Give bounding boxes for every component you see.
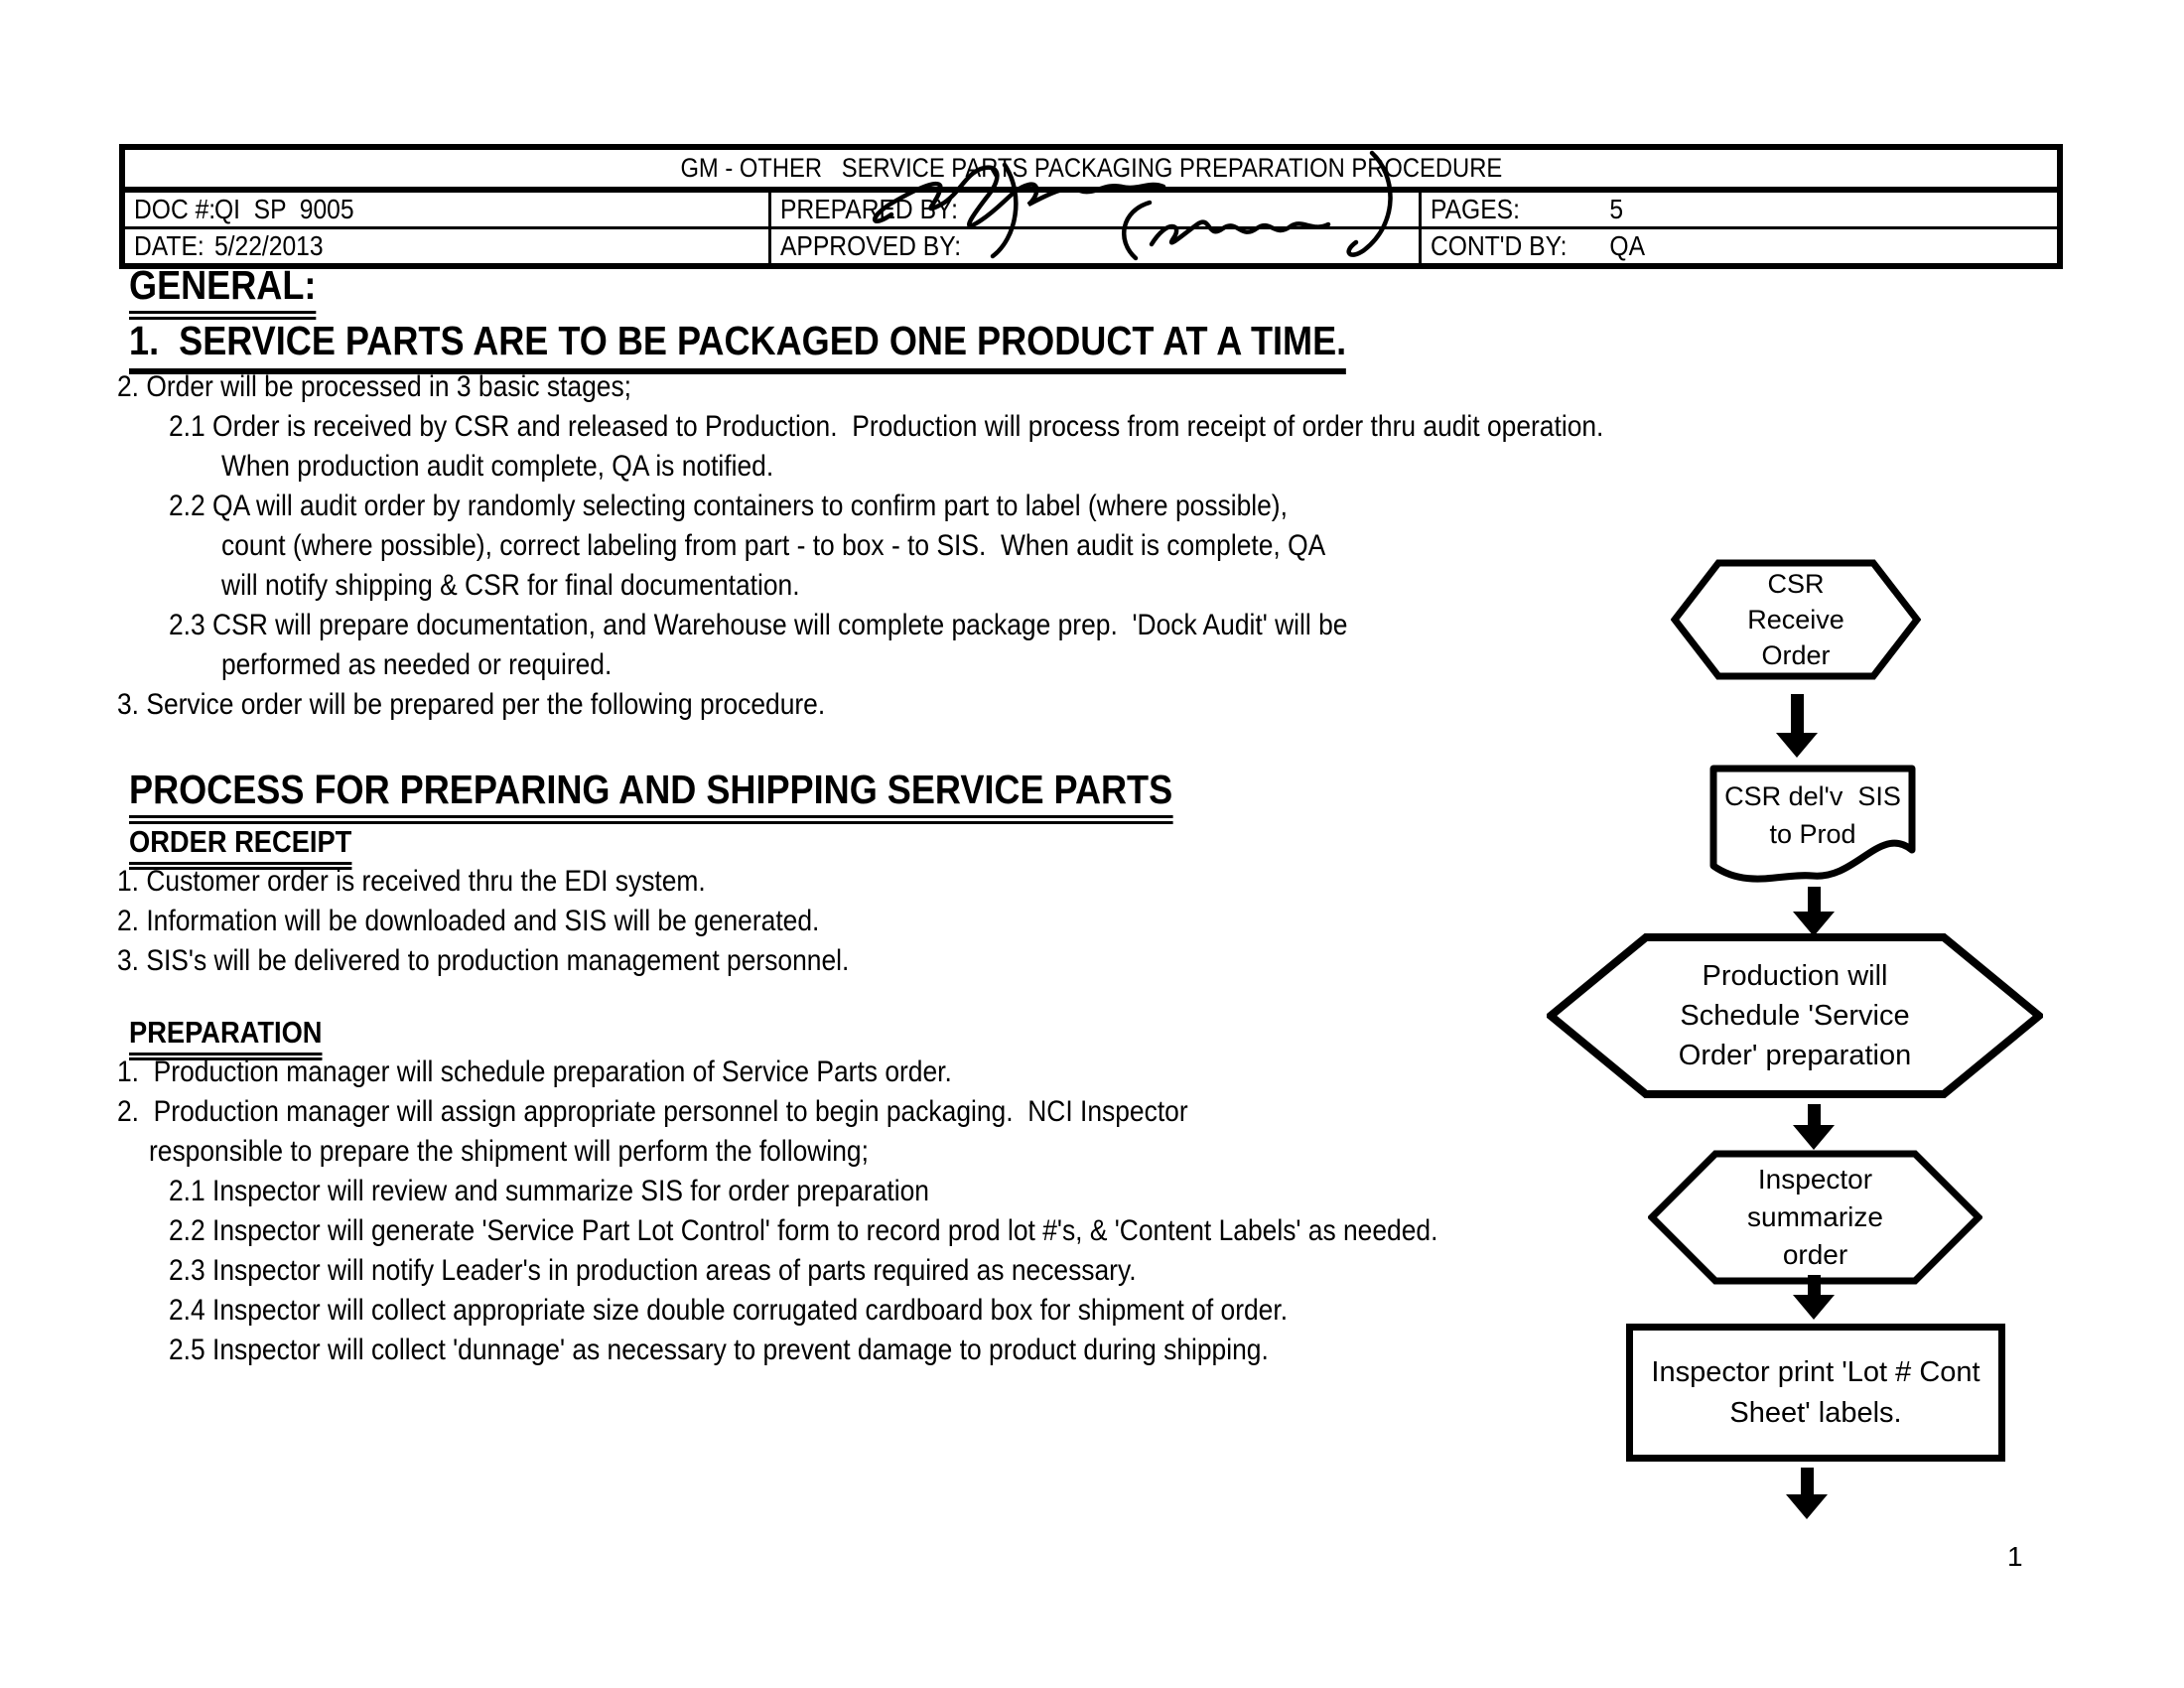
order-receipt-line: 1. Customer order is received thru the EDI system. bbox=[117, 865, 706, 898]
approved-by-label: APPROVED BY: bbox=[780, 230, 962, 261]
preparation-line: 2.1 Inspector will review and summarize SIS for order preparation bbox=[169, 1175, 929, 1207]
node-text-line: Receive bbox=[1747, 605, 1844, 634]
contd-by-cell bbox=[1419, 226, 2057, 263]
node-text-line: Sheet' labels. bbox=[1729, 1396, 1902, 1429]
order-receipt-line: 3. SIS's will be delivered to production management personnel. bbox=[117, 944, 850, 977]
general-line: will notify shipping & CSR for final documentation. bbox=[221, 569, 800, 602]
general-line: 2.2 QA will audit order by randomly selecting containers to confirm part to label (where possible), bbox=[169, 490, 1288, 522]
doc-number-value: QI SP 9005 bbox=[213, 194, 354, 224]
page-number: 1 bbox=[2007, 1541, 2023, 1572]
flowchart-node-csr-deliver-sis bbox=[1709, 765, 1916, 886]
node-text-line: Order bbox=[1761, 640, 1831, 670]
preparation-line: responsible to prepare the shipment will perform the following; bbox=[149, 1135, 869, 1168]
general-line: count (where possible), correct labeling from part - to box - to SIS. When audit is complete, QA bbox=[221, 529, 1326, 562]
doc-number-cell bbox=[125, 190, 768, 226]
general-line: 2.1 Order is received by CSR and released to Production. Production will process from receipt of order thru audit operation. bbox=[169, 410, 1604, 443]
general-rule-1: 1. SERVICE PARTS ARE TO BE PACKAGED ONE PRODUCT AT A TIME. bbox=[129, 318, 1512, 374]
node-text-line: Inspector print 'Lot # Cont bbox=[1651, 1355, 1980, 1388]
approved-by-cell bbox=[768, 226, 1419, 263]
node-text-line: CSR del'v SIS bbox=[1724, 781, 1901, 811]
flow-arrow-down-icon bbox=[1792, 887, 1836, 936]
doc-number-label: DOC #: bbox=[134, 194, 216, 224]
document-title: GM - OTHER SERVICE PARTS PACKAGING PREPARATION PROCEDURE bbox=[680, 153, 1502, 183]
flow-arrow-down-icon bbox=[1775, 694, 1819, 758]
node-text-line: order bbox=[1782, 1239, 1848, 1270]
contd-by-label: CONT'D BY: bbox=[1431, 230, 1568, 261]
general-body bbox=[117, 367, 1800, 725]
general-line: 2. Order will be processed in 3 basic stages; bbox=[117, 370, 631, 403]
preparation-heading: PREPARATION bbox=[129, 1015, 348, 1060]
date-cell bbox=[125, 226, 768, 263]
pages-label: PAGES: bbox=[1431, 194, 1520, 224]
node-text-line: Production will bbox=[1702, 960, 1888, 992]
flowchart-node-csr-receive-order bbox=[1671, 559, 1921, 680]
prepared-by-label: PREPARED BY: bbox=[780, 194, 958, 224]
general-line: performed as needed or required. bbox=[221, 648, 613, 681]
flowchart-node-inspector-print-labels bbox=[1626, 1324, 2005, 1462]
pages-value: 5 bbox=[1609, 194, 1624, 224]
preparation-line: 2. Production manager will assign appropriate personnel to begin packaging. NCI Inspector bbox=[117, 1095, 1188, 1128]
node-text-line: Inspector bbox=[1757, 1164, 1873, 1195]
preparation-line: 2.3 Inspector will notify Leader's in production areas of parts required as necessary. bbox=[169, 1254, 1137, 1287]
node-text-line: CSR bbox=[1767, 569, 1825, 599]
prepared-by-cell bbox=[768, 190, 1419, 226]
date-label: DATE: bbox=[134, 230, 205, 261]
date-value: 5/22/2013 bbox=[213, 230, 324, 261]
contd-by-value: QA bbox=[1609, 230, 1646, 261]
flowchart-node-production-schedule bbox=[1547, 933, 2043, 1098]
order-receipt-body bbox=[117, 862, 949, 981]
node-text-line: Schedule 'Service bbox=[1680, 1000, 1910, 1032]
order-receipt-line: 2. Information will be downloaded and SIS will be generated. bbox=[117, 905, 820, 937]
flow-arrow-down-icon bbox=[1785, 1468, 1829, 1519]
general-line: 3. Service order will be prepared per the following procedure. bbox=[117, 688, 826, 721]
flowchart-node-inspector-summarize bbox=[1648, 1150, 1982, 1285]
pages-cell bbox=[1419, 190, 2057, 226]
preparation-body bbox=[117, 1053, 1611, 1370]
preparation-line: 2.5 Inspector will collect 'dunnage' as necessary to prevent damage to product during shipping. bbox=[169, 1334, 1269, 1366]
order-receipt-heading: ORDER RECEIPT bbox=[129, 824, 382, 870]
document-title-cell bbox=[125, 150, 2057, 190]
flow-arrow-down-icon bbox=[1792, 1275, 1836, 1320]
preparation-line: 2.2 Inspector will generate 'Service Part Lot Control' form to record prod lot #'s, & 'Content Labels' as needed. bbox=[169, 1214, 1438, 1247]
node-text-line: summarize bbox=[1747, 1201, 1883, 1232]
general-line: When production audit complete, QA is notified. bbox=[221, 450, 774, 483]
document-header-table bbox=[119, 144, 2063, 269]
general-line: 2.3 CSR will prepare documentation, and Warehouse will complete package prep. 'Dock Audit' will be bbox=[169, 609, 1348, 641]
process-heading: PROCESS FOR PREPARING AND SHIPPING SERVICE PARTS bbox=[129, 767, 1315, 824]
node-text-line: Order' preparation bbox=[1678, 1040, 1912, 1071]
preparation-line: 1. Production manager will schedule preparation of Service Parts order. bbox=[117, 1055, 952, 1088]
flow-arrow-down-icon bbox=[1792, 1104, 1836, 1150]
general-heading: GENERAL: bbox=[129, 262, 341, 320]
preparation-line: 2.4 Inspector will collect appropriate size double corrugated cardboard box for shipment of order. bbox=[169, 1294, 1289, 1327]
node-text-line: to Prod bbox=[1769, 819, 1856, 849]
